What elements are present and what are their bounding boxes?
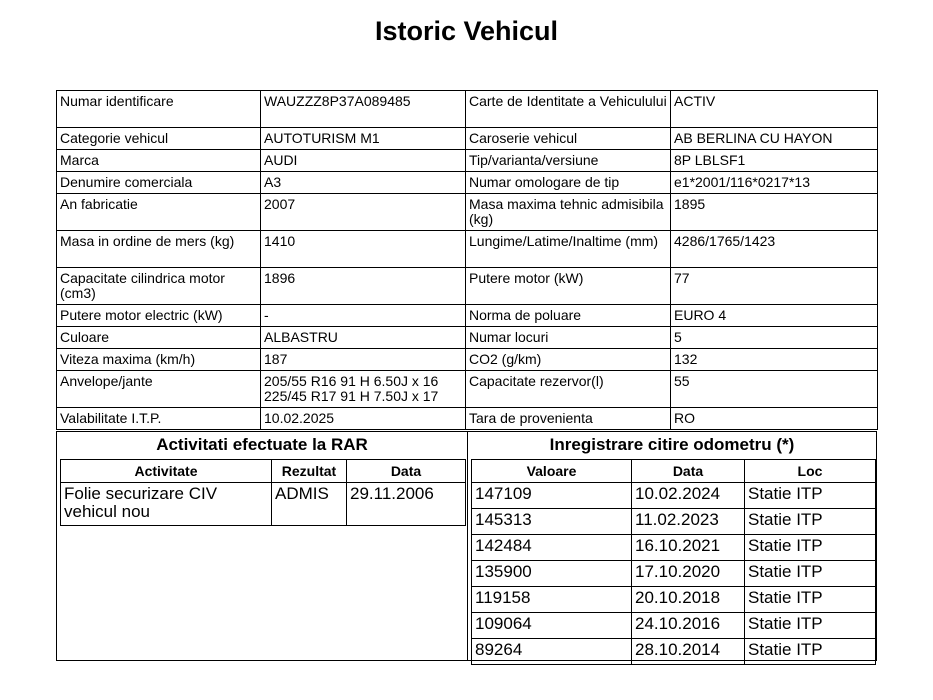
spec-value: 4286/1765/1423 [671, 231, 878, 268]
spec-label: Numar omologare de tip [466, 172, 671, 194]
cell-data: 20.10.2018 [632, 587, 745, 613]
cell-data: 28.10.2014 [632, 639, 745, 665]
spec-row [57, 268, 878, 305]
spec-label: An fabricatie [57, 194, 261, 231]
spec-value: - [261, 305, 466, 327]
spec-row [57, 327, 878, 349]
spec-label: Capacitate cilindrica motor (cm3) [57, 268, 261, 305]
spec-value: 132 [671, 349, 878, 371]
cell-data: 16.10.2021 [632, 535, 745, 561]
spec-label: Capacitate rezervor(l) [466, 371, 671, 408]
spec-row [57, 91, 878, 128]
spec-label: Culoare [57, 327, 261, 349]
spec-label: Masa maxima tehnic admisibila (kg) [466, 194, 671, 231]
table-row [472, 613, 876, 639]
spec-row [57, 305, 878, 327]
spec-value: WAUZZZ8P37A089485 [261, 91, 466, 128]
spec-value: EURO 4 [671, 305, 878, 327]
spec-row [57, 408, 878, 430]
spec-row [57, 194, 878, 231]
cell-loc: Statie ITP [745, 561, 876, 587]
spec-row [57, 231, 878, 268]
spec-label: Numar locuri [466, 327, 671, 349]
spec-value: RO [671, 408, 878, 430]
spec-value: A3 [261, 172, 466, 194]
spec-value: 55 [671, 371, 878, 408]
spec-label: Tip/varianta/versiune [466, 150, 671, 172]
cell-valoare: 135900 [472, 561, 632, 587]
spec-row [57, 172, 878, 194]
odometer-table [471, 459, 876, 665]
cell-valoare: 145313 [472, 509, 632, 535]
spec-value: AB BERLINA CU HAYON [671, 128, 878, 150]
cell-valoare: 109064 [472, 613, 632, 639]
spec-row [57, 150, 878, 172]
cell-loc: Statie ITP [745, 613, 876, 639]
cell-data: 24.10.2016 [632, 613, 745, 639]
column-header-loc: Loc [745, 460, 876, 483]
spec-label: Valabilitate I.T.P. [57, 408, 261, 430]
cell-data: 10.02.2024 [632, 483, 745, 509]
spec-value: 1895 [671, 194, 878, 231]
spec-row [57, 371, 878, 408]
spec-label: Categorie vehicul [57, 128, 261, 150]
page-title: Istoric Vehicul [374, 16, 559, 46]
column-header-data: Data [347, 460, 466, 483]
cell-activitate: Folie securizare CIV vehicul nou [61, 483, 272, 526]
spec-row [57, 349, 878, 371]
cell-rezultat: ADMIS [272, 483, 347, 526]
spec-value: AUTOTURISM M1 [261, 128, 466, 150]
table-row [472, 535, 876, 561]
table-row [472, 509, 876, 535]
cell-data: 29.11.2006 [347, 483, 466, 526]
column-header-activitate: Activitate [61, 460, 272, 483]
spec-value: 5 [671, 327, 878, 349]
table-row [472, 483, 876, 509]
spec-value: 205/55 R16 91 H 6.50J x 16 225/45 R17 91 H 7.50J x 17 [261, 371, 466, 408]
cell-loc: Statie ITP [745, 483, 876, 509]
spec-label: Denumire comerciala [57, 172, 261, 194]
cell-loc: Statie ITP [745, 587, 876, 613]
spec-value: 1410 [261, 231, 466, 268]
odometer-heading: Inregistrare citire odometru (*) [549, 435, 795, 454]
cell-valoare: 119158 [472, 587, 632, 613]
spec-value: 2007 [261, 194, 466, 231]
spec-value: ALBASTRU [261, 327, 466, 349]
spec-label: Putere motor (kW) [466, 268, 671, 305]
spec-label: Marca [57, 150, 261, 172]
spec-label: Anvelope/jante [57, 371, 261, 408]
spec-label: Lungime/Latime/Inaltime (mm) [466, 231, 671, 268]
spec-label: CO2 (g/km) [466, 349, 671, 371]
spec-label: Carte de Identitate a Vehiculului [466, 91, 671, 128]
cell-data: 11.02.2023 [632, 509, 745, 535]
spec-value: 8P LBLSF1 [671, 150, 878, 172]
spec-value: 187 [261, 349, 466, 371]
column-header-rezultat: Rezultat [272, 460, 347, 483]
spec-label: Numar identificare [57, 91, 261, 128]
spec-value: 77 [671, 268, 878, 305]
rar-activities-panel [57, 432, 468, 660]
table-row [472, 587, 876, 613]
cell-loc: Statie ITP [745, 509, 876, 535]
spec-value: ACTIV [671, 91, 878, 128]
spec-value: e1*2001/116*0217*13 [671, 172, 878, 194]
cell-valoare: 89264 [472, 639, 632, 665]
spec-label: Putere motor electric (kW) [57, 305, 261, 327]
cell-valoare: 147109 [472, 483, 632, 509]
table-row [472, 639, 876, 665]
spec-value: 1896 [261, 268, 466, 305]
spec-label: Masa in ordine de mers (kg) [57, 231, 261, 268]
spec-value: 10.02.2025 [261, 408, 466, 430]
cell-loc: Statie ITP [745, 639, 876, 665]
odometer-panel [468, 432, 876, 660]
column-header-data: Data [632, 460, 745, 483]
rar-activities-table [60, 459, 466, 526]
rar-activities-heading: Activitati efectuate la RAR [156, 435, 368, 454]
cell-data: 17.10.2020 [632, 561, 745, 587]
spec-label: Viteza maxima (km/h) [57, 349, 261, 371]
cell-loc: Statie ITP [745, 535, 876, 561]
history-section [56, 431, 877, 661]
spec-row [57, 128, 878, 150]
table-row [61, 483, 466, 526]
spec-label: Caroserie vehicul [466, 128, 671, 150]
column-header-valoare: Valoare [472, 460, 632, 483]
rar-activities-header-row [61, 460, 466, 483]
spec-label: Tara de provenienta [466, 408, 671, 430]
vehicle-spec-table [56, 90, 878, 430]
spec-label: Norma de poluare [466, 305, 671, 327]
odometer-header-row [472, 460, 876, 483]
cell-valoare: 142484 [472, 535, 632, 561]
table-row [472, 561, 876, 587]
spec-value: AUDI [261, 150, 466, 172]
